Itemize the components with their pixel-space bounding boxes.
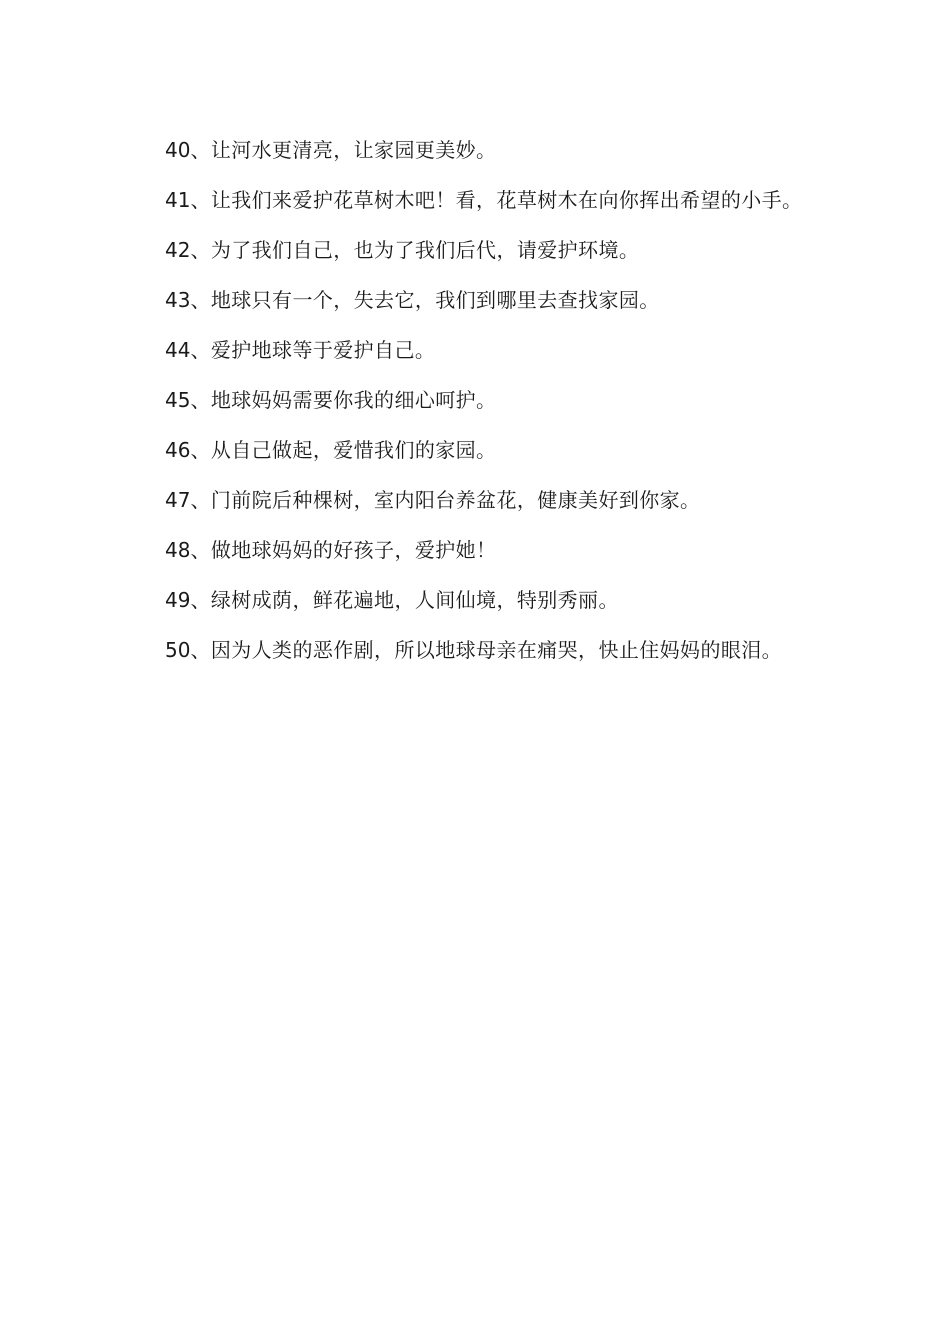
item-text: 、地球妈妈需要你我的细心呵护。 <box>190 388 497 412</box>
item-number: 40 <box>165 138 191 162</box>
item-text: 、做地球妈妈的好孩子，爱护她！ <box>190 538 497 562</box>
item-number: 41 <box>165 188 191 212</box>
item-number: 48 <box>165 538 191 562</box>
list-item <box>145 575 810 625</box>
item-text: 、绿树成荫，鲜花遍地，人间仙境，特别秀丽。 <box>190 588 619 612</box>
item-text: 、爱护地球等于爱护自己。 <box>190 338 436 362</box>
list-item <box>145 175 810 225</box>
item-number: 50 <box>165 638 191 662</box>
list-item <box>145 525 810 575</box>
item-text: 、让我们来爱护花草树木吧！看，花草树木在向你挥出希望的小手。 <box>190 188 803 212</box>
item-number: 47 <box>165 488 191 512</box>
document-body <box>145 125 810 675</box>
list-item <box>145 625 810 675</box>
list-item <box>145 375 810 425</box>
item-number: 43 <box>165 288 191 312</box>
list-item <box>145 425 810 475</box>
item-text: 、因为人类的恶作剧，所以地球母亲在痛哭，快止住妈妈的眼泪。 <box>190 638 783 662</box>
item-text: 、为了我们自己，也为了我们后代，请爱护环境。 <box>190 238 640 262</box>
list-item <box>145 275 810 325</box>
list-item <box>145 475 810 525</box>
item-number: 42 <box>165 238 191 262</box>
item-number: 46 <box>165 438 191 462</box>
item-text: 、门前院后种棵树，室内阳台养盆花，健康美好到你家。 <box>190 488 701 512</box>
item-text: 、地球只有一个，失去它，我们到哪里去查找家园。 <box>190 288 660 312</box>
item-text: 、从自己做起，爱惜我们的家园。 <box>190 438 497 462</box>
list-item <box>145 125 810 175</box>
item-text: 、让河水更清亮，让家园更美妙。 <box>190 138 497 162</box>
list-item <box>145 225 810 275</box>
item-number: 49 <box>165 588 191 612</box>
item-number: 45 <box>165 388 191 412</box>
list-item <box>145 325 810 375</box>
item-number: 44 <box>165 338 191 362</box>
